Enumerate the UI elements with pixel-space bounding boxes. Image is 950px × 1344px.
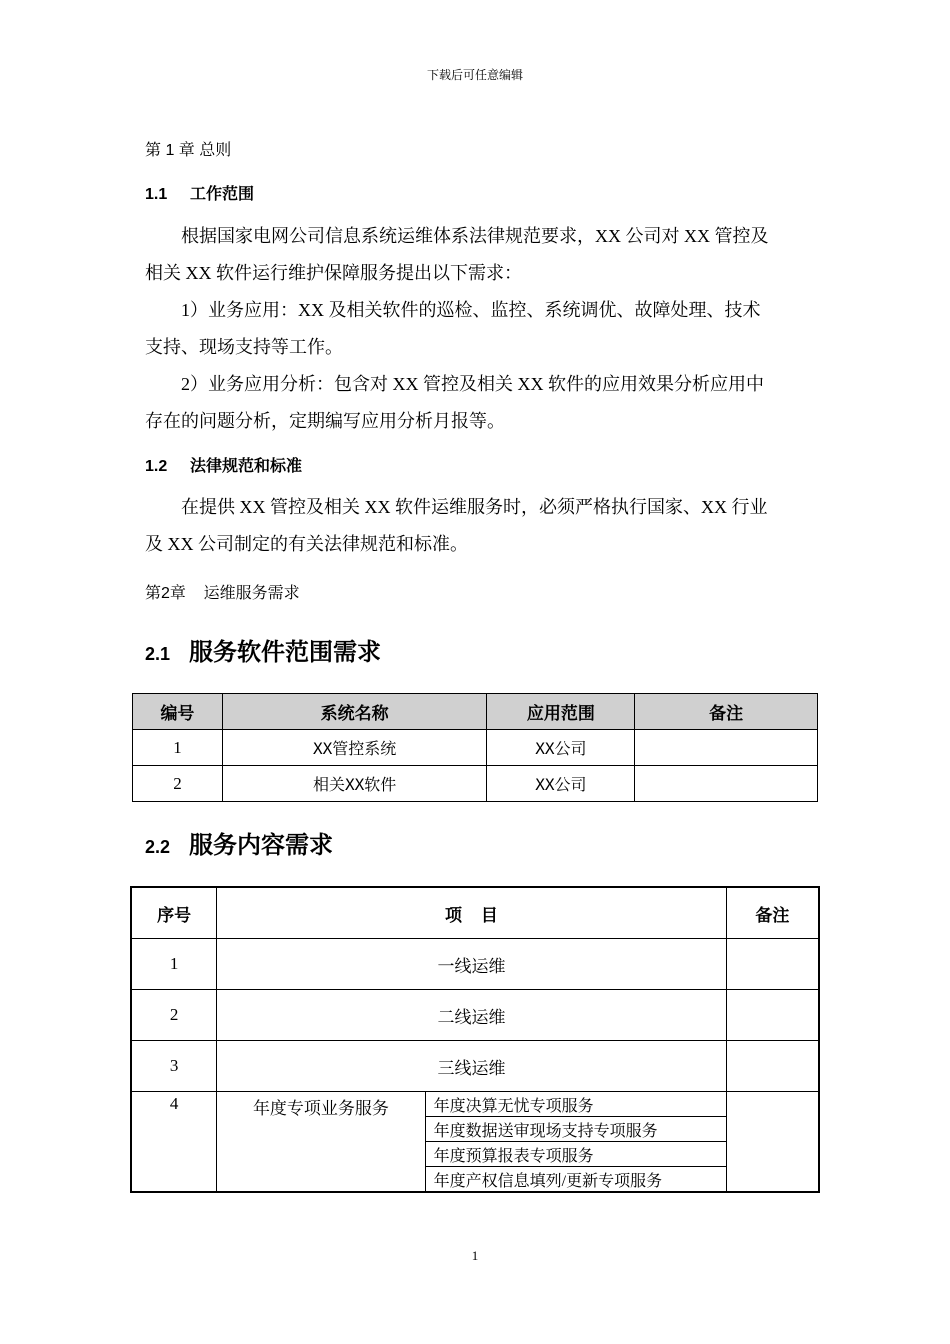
table-cell <box>635 766 818 802</box>
table-cell: 1 <box>133 730 223 766</box>
section-number: 1.1 <box>145 186 168 203</box>
paragraph-line: 支持、现场支持等工作。 <box>145 337 343 357</box>
paragraph-line: 相关 XX 软件运行维护保障服务提出以下需求： <box>145 263 522 283</box>
table-cell: 3 <box>131 1041 217 1092</box>
table-cell <box>635 730 818 766</box>
table-header-row <box>131 887 819 939</box>
table-row <box>131 1041 819 1092</box>
header-cell: 应用范围 <box>487 694 635 730</box>
table-row <box>131 990 819 1041</box>
table-cell: 1 <box>131 939 217 990</box>
table-cell: 相关XX软件 <box>222 766 487 802</box>
table-cell: 三线运维 <box>217 1041 726 1092</box>
table-cell <box>726 939 819 990</box>
sub-item-cell: 年度数据送审现场支持专项服务 <box>425 1117 726 1142</box>
page-header: 下载后可任意编辑 <box>426 68 523 82</box>
section-title: 工作范围 <box>190 186 255 203</box>
section-title: 法律规范和标准 <box>190 458 303 475</box>
table-cell: 年度专项业务服务 <box>217 1092 425 1193</box>
table-cell <box>726 1092 819 1193</box>
section-number: 2.2 <box>145 837 171 857</box>
section-title: 服务内容需求 <box>189 832 333 859</box>
table-cell: XX公司 <box>487 766 635 802</box>
paragraph-line: 2）业务应用分析：包含对 XX 管控及相关 XX 软件的应用效果分析应用中 <box>181 374 764 394</box>
sub-item-cell: 年度预算报表专项服务 <box>425 1142 726 1167</box>
paragraph-line: 在提供 XX 管控及相关 XX 软件运维服务时，必须严格执行国家、XX 行业 <box>181 497 768 517</box>
table-cell <box>726 1041 819 1092</box>
table-cell <box>726 990 819 1041</box>
header-cell: 备注 <box>726 887 819 939</box>
section-2-1-heading <box>145 632 381 667</box>
table-cell: 一线运维 <box>217 939 726 990</box>
table-row <box>133 730 818 766</box>
header-cell: 项 目 <box>217 887 726 939</box>
chapter-2-title: 第2章 运维服务需求 <box>145 585 300 602</box>
paragraph-scope <box>145 218 810 440</box>
header-cell: 系统名称 <box>222 694 487 730</box>
table-row <box>131 939 819 990</box>
paragraph-line: 及 XX 公司制定的有关法律规范和标准。 <box>145 534 468 554</box>
section-title: 服务软件范围需求 <box>189 639 381 666</box>
header-cell: 备注 <box>635 694 818 730</box>
header-cell: 编号 <box>133 694 223 730</box>
chapter-1-title: 第 1 章 总则 <box>145 142 232 159</box>
table-cell: 2 <box>133 766 223 802</box>
sub-item-cell: 年度产权信息填列/更新专项服务 <box>425 1167 726 1193</box>
table-header-row <box>133 694 818 730</box>
section-2-2-heading <box>145 825 333 860</box>
table-row <box>131 1092 819 1117</box>
header-cell: 序号 <box>131 887 217 939</box>
sub-item-cell: 年度决算无忧专项服务 <box>425 1092 726 1117</box>
paragraph-line: 存在的问题分析，定期编写应用分析月报等。 <box>145 411 505 431</box>
table-cell: XX管控系统 <box>222 730 487 766</box>
paragraph-line: 根据国家电网公司信息系统运维体系法律规范要求，XX 公司对 XX 管控及 <box>181 226 769 246</box>
software-scope-table <box>132 693 818 802</box>
table-cell: 4 <box>131 1092 217 1193</box>
paragraph-standards <box>145 489 810 563</box>
table-row <box>133 766 818 802</box>
service-content-table <box>130 886 820 1193</box>
section-1-2-heading <box>145 453 302 476</box>
paragraph-line: 1）业务应用：XX 及相关软件的巡检、监控、系统调优、故障处理、技术 <box>181 300 761 320</box>
section-number: 1.2 <box>145 458 168 475</box>
section-number: 2.1 <box>145 644 171 664</box>
section-1-1-heading <box>145 181 254 204</box>
page-number: 1 <box>471 1248 479 1263</box>
table-cell: XX公司 <box>487 730 635 766</box>
table-cell: 2 <box>131 990 217 1041</box>
table-cell: 二线运维 <box>217 990 726 1041</box>
